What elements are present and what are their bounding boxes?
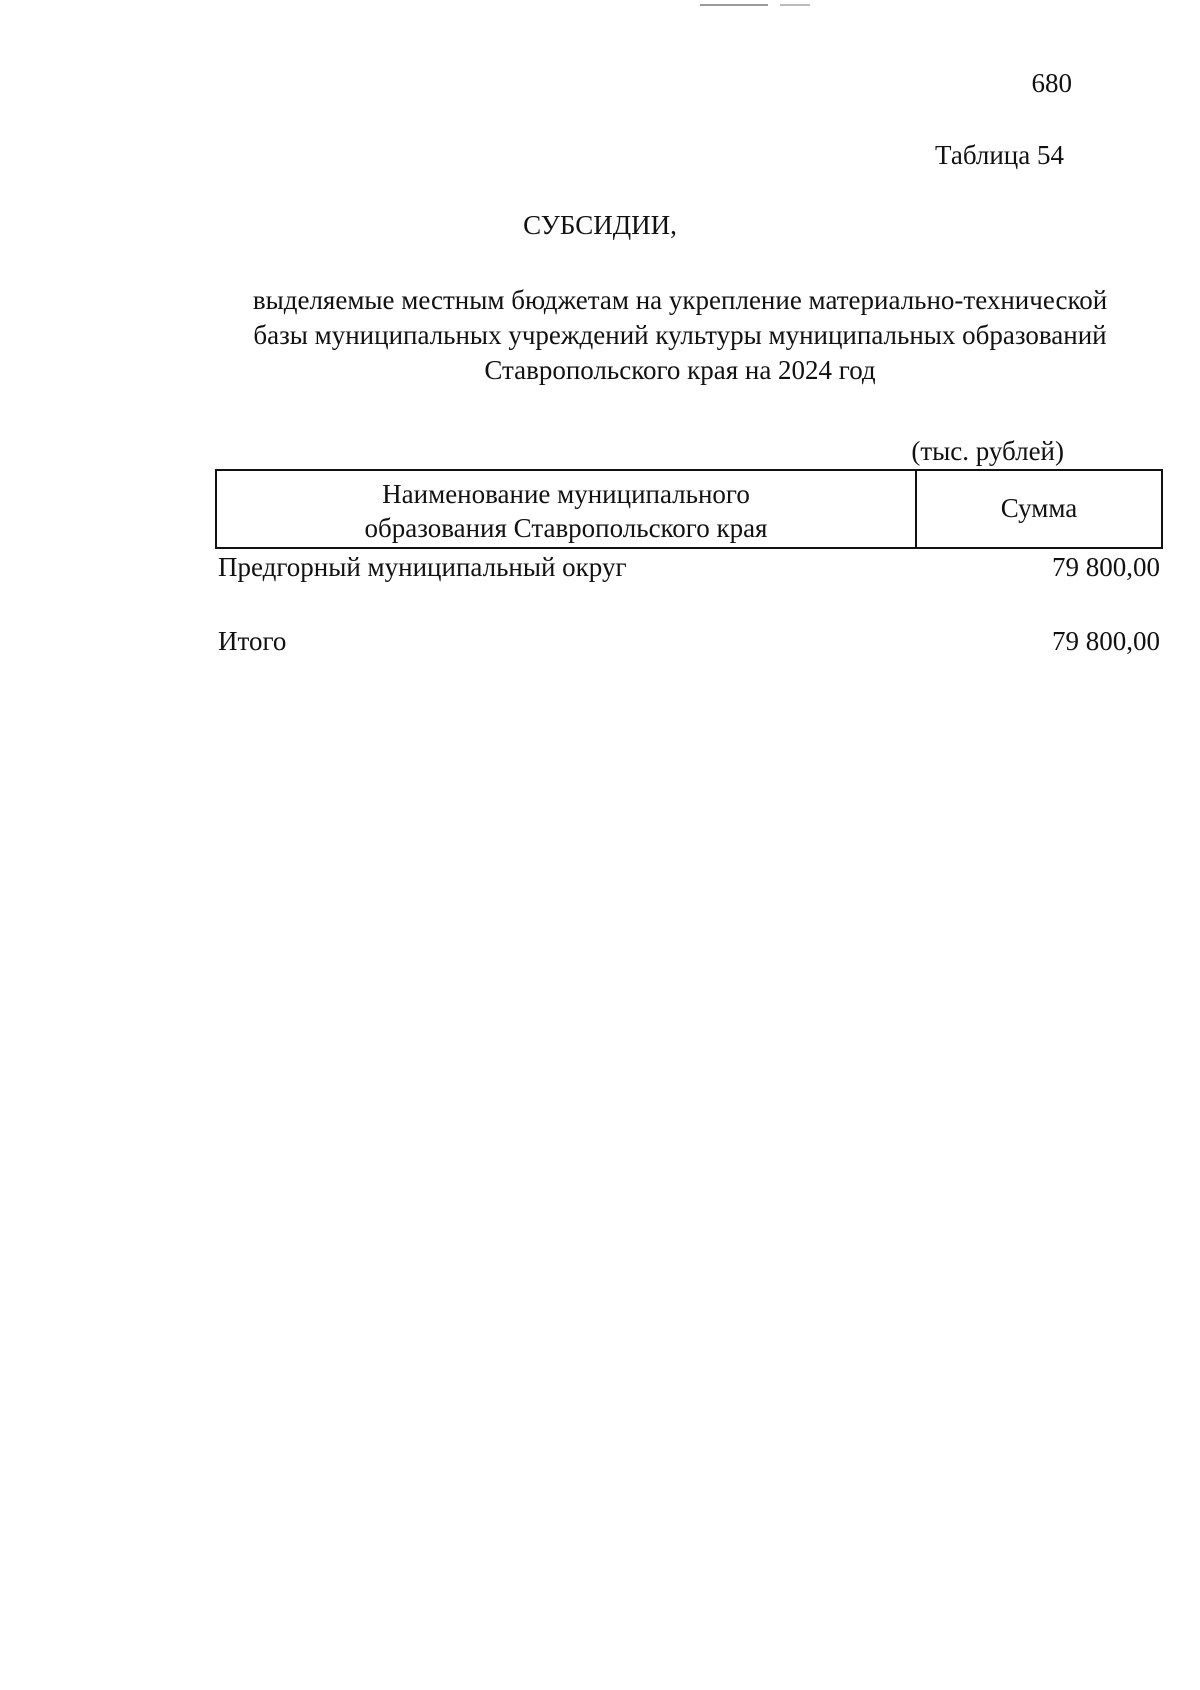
- scan-artifact: [780, 4, 810, 6]
- subtitle-line: выделяемые местным бюджетам на укрепление материально-технической: [252, 285, 1108, 315]
- header-sum: Сумма: [1000, 492, 1078, 523]
- total-label: Итого: [218, 626, 287, 656]
- table-header: [215, 469, 1163, 549]
- subtitle-line: базы муниципальных учреждений культуры муниципальных образований: [253, 320, 1107, 350]
- table-row: [218, 552, 1160, 583]
- page-number: 680: [1031, 68, 1072, 98]
- total-row: [218, 626, 1160, 657]
- total-sum: 79 800,00: [1052, 626, 1160, 656]
- document-title: СУБСИДИИ,: [523, 210, 677, 240]
- header-line: образования Ставропольского края: [364, 513, 768, 543]
- row-name: Предгорный муниципальный округ: [218, 552, 627, 582]
- document-subtitle: [200, 283, 1160, 388]
- header-municipality: [217, 471, 917, 547]
- table-label: Таблица 54: [935, 140, 1064, 170]
- subtitle-line: Ставропольского края на 2024 год: [484, 355, 876, 385]
- row-sum: 79 800,00: [1052, 552, 1160, 582]
- units-label: (тыс. рублей): [911, 436, 1064, 466]
- header-line: Наименование муниципального: [382, 479, 750, 509]
- scan-artifact: [700, 4, 768, 6]
